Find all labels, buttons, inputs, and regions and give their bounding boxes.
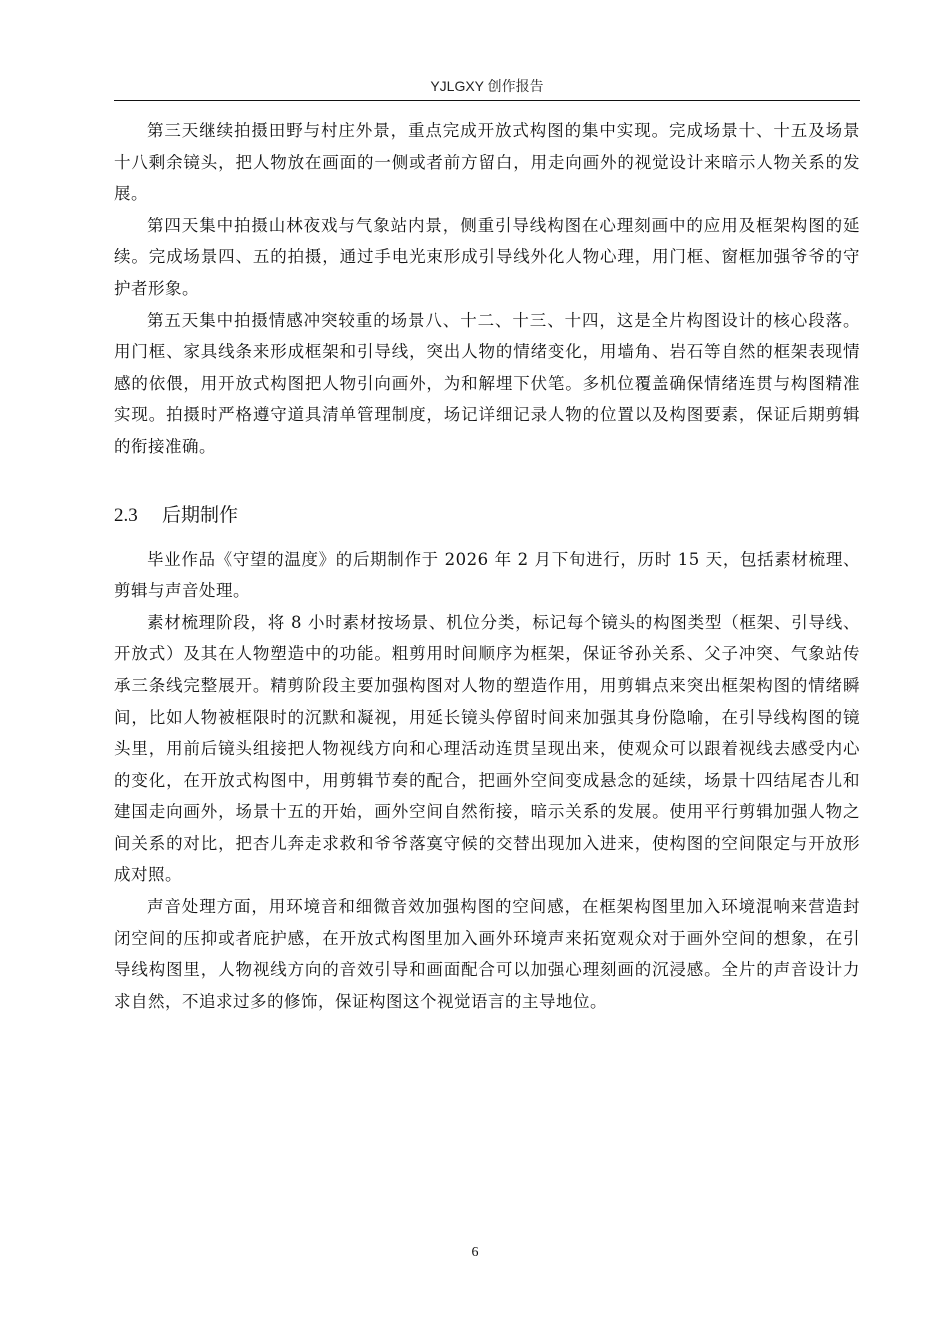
header-rule <box>114 100 860 101</box>
page-body <box>114 115 860 1017</box>
body-paragraph: 毕业作品《守望的温度》的后期制作于 2026 年 2 月下旬进行，历时 15 天，包括素材梳理、剪辑与声音处理。 <box>114 549 860 601</box>
section-number: 2.3 <box>114 504 138 526</box>
section-title: 后期制作 <box>162 503 239 526</box>
page-number: 6 <box>471 1245 479 1260</box>
body-paragraph: 第五天集中拍摄情感冲突较重的场景八、十二、十三、十四，这是全片构图设计的核心段落。用门框、家具线条来形成框架和引导线，突出人物的情绪变化，用墙角、岩石等自然的框架表现情感的依偎，用开放式构图把人物引向画外，为和解埋下伏笔。多机位覆盖确保情绪连贯与构图精准实现。拍摄时严格遵守道具清单管理制度，场记详细记录人物的位置以及构图要素，保证后期剪辑的衔接准确。 <box>114 310 860 456</box>
section-heading <box>114 501 860 530</box>
running-header: YJLGXY 创作报告 <box>430 78 544 94</box>
body-paragraph: 第三天继续拍摄田野与村庄外景，重点完成开放式构图的集中实现。完成场景十、十五及场景十八剩余镜头，把人物放在画面的一侧或者前方留白，用走向画外的视觉设计来暗示人物关系的发展。 <box>114 121 860 204</box>
body-paragraph: 声音处理方面，用环境音和细微音效加强构图的空间感，在框架构图里加入环境混响来营造封闭空间的压抑或者庇护感，在开放式构图里加入画外环境声来拓宽观众对于画外空间的想象，在引导线构图里，人物视线方向的音效引导和画面配合可以加强心理刻画的沉浸感。全片的声音设计力求自然，不追求过多的修饰，保证构图这个视觉语言的主导地位。 <box>114 897 860 1011</box>
body-paragraph: 第四天集中拍摄山林夜戏与气象站内景，侧重引导线构图在心理刻画中的应用及框架构图的延续。完成场景四、五的拍摄，通过手电光束形成引导线外化人物心理，用门框、窗框加强爷爷的守护者形象。 <box>114 215 860 298</box>
body-paragraph: 素材梳理阶段，将 8 小时素材按场景、机位分类，标记每个镜头的构图类型（框架、引导线、开放式）及其在人物塑造中的功能。粗剪用时间顺序为框架，保证爷孙关系、父子冲突、气象站传承三条线完整展开。精剪阶段主要加强构图对人物的塑造作用，用剪辑点来突出框架构图的情绪瞬间，比如人物被框限时的沉默和凝视，用延长镜头停留时间来加强其身份隐喻，在引导线构图的镜头里，用前后镜头组接把人物视线方向和心理活动连贯呈现出来，使观众可以跟着视线去感受内心的变化，在开放式构图中，用剪辑节奏的配合，把画外空间变成悬念的延续，场景十四结尾杏儿和建国走向画外，场景十五的开始，画外空间自然衔接，暗示关系的发展。使用平行剪辑加强人物之间关系的对比，把杏儿奔走求救和爷爷落寞守候的交替出现加入进来，使构图的空间限定与开放形成对照。 <box>114 612 860 885</box>
